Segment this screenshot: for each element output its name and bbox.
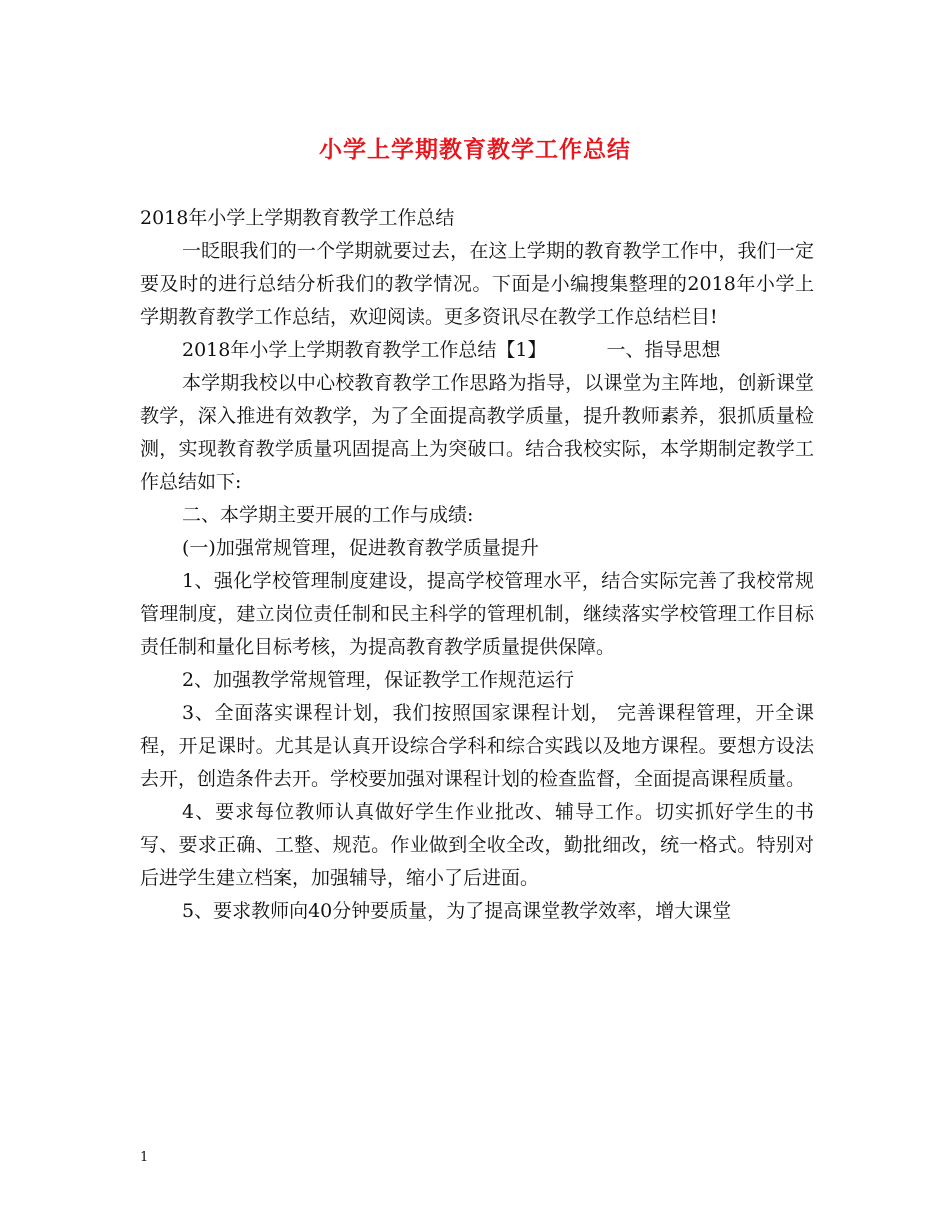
paragraph: 1、强化学校管理制度建设，提高学校管理水平，结合实际完善了我校常规管理制度，建立岗位责任制和民主科学的管理机制，继续落实学校管理工作目标责任制和量化目标考核，为提高教育教学质量提供保障。 [140, 570, 814, 658]
paragraph: 3、全面落实课程计划，我们按照国家课程计划， 完善课程管理，开全课程，开足课时。尤其是认真开设综合学科和综合实践以及地方课程。要想方设法去开，创造条件去开。学校要加强对课程计划的检查监督，全面提高课程质量。 [140, 702, 814, 790]
section-heading-title: 2018年小学上学期教育教学工作总结【1】 [182, 339, 547, 361]
paragraph: 二、本学期主要开展的工作与成绩: [182, 504, 474, 526]
paragraph: 5、要求教师向40分钟要质量，为了提高课堂教学效率，增大课堂 [182, 900, 732, 922]
section-heading-line [140, 334, 814, 367]
section-heading-guiding-thought: 一、指导思想 [606, 339, 721, 361]
paragraph: 4、要求每位教师认真做好学生作业批改、辅导工作。切实抓好学生的书写、要求正确、工整、规范。作业做到全收全改，勤批细改，统一格式。特别对后进学生建立档案，加强辅导，缩小了后进面。 [140, 801, 814, 889]
paragraph: 2、加强教学常规管理，保证教学工作规范运行 [182, 669, 575, 691]
paragraph: (一)加强常规管理，促进教育教学质量提升 [182, 537, 539, 559]
paragraph: 本学期我校以中心校教育教学工作思路为指导，以课堂为主阵地，创新课堂教学，深入推进有效教学，为了全面提高教学质量，提升教师素养，狠抓质量检测，实现教育教学质量巩固提高上为突破口。结合我校实际，本学期制定教学工作总结如下: [140, 372, 814, 493]
intro-paragraph: 一眨眼我们的一个学期就要过去，在这上学期的教育教学工作中，我们一定要及时的进行总结分析我们的教学情况。下面是小编搜集整理的2018年小学上学期教育教学工作总结，欢迎阅读。更多资讯尽在教学工作总结栏目! [140, 240, 814, 328]
document-title: 小学上学期教育教学工作总结 [319, 136, 631, 163]
page-number: 1 [140, 1150, 149, 1165]
document-body [140, 202, 814, 928]
document-subtitle: 2018年小学上学期教育教学工作总结 [140, 207, 455, 229]
